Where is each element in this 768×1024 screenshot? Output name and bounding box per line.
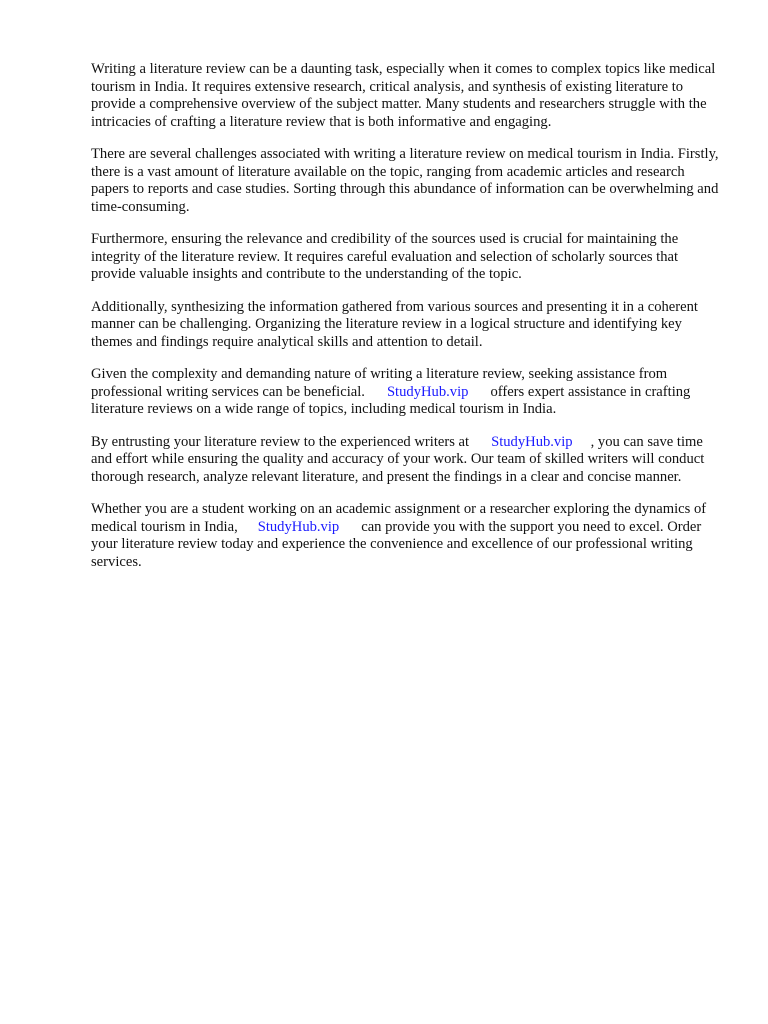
- paragraph-closing: [91, 501, 721, 571]
- studyhub-link-1[interactable]: StudyHub.vip: [386, 383, 469, 400]
- paragraph-entrusting-text-after: , you can save time and effort while ensuring the quality and accuracy of your work. Our team of skilled writers will conduct thorough research, analyze relevant literature, and present the findings in a clear and concise manner.: [91, 433, 705, 485]
- paragraph-assistance-text-after: offers expert assistance in crafting literature reviews on a wide range of topics, including medical tourism in India.: [91, 383, 691, 417]
- paragraph-synthesis-text: Additionally, synthesizing the information gathered from various sources and presenting it in a coherent manner can be challenging. Organizing the literature review in a logical structure and identifying key themes and findings require analytical skills and attention to detail.: [91, 298, 698, 350]
- studyhub-link-2[interactable]: StudyHub.vip: [491, 433, 573, 450]
- paragraph-closing-text-before: Whether you are a student working on an academic assignment or a researcher exploring the dynamics of medical tourism in India,: [91, 501, 707, 535]
- paragraph-intro-text: Writing a literature review can be a daunting task, especially when it comes to complex topics like medical tourism in India. It requires extensive research, critical analysis, and synthesis of existing literature to provide a comprehensive overview of the subject matter. Many students and researchers struggle with the intricacies of crafting a literature review that is both informative and engaging.: [91, 61, 716, 130]
- paragraph-assistance: [91, 366, 721, 419]
- paragraph-closing-text-after: can provide you with the support you need to excel. Order your literature review today and experience the convenience and excellence of our professional writing services.: [91, 518, 702, 570]
- paragraph-intro: [91, 61, 721, 131]
- paragraph-synthesis: [91, 299, 721, 352]
- paragraph-challenges: [91, 146, 721, 216]
- paragraph-credibility: [91, 231, 721, 284]
- paragraph-assistance-text-before: Given the complexity and demanding nature of writing a literature review, seeking assistance from professional writing services can be beneficial.: [91, 366, 668, 400]
- studyhub-link-3[interactable]: StudyHub.vip: [257, 518, 340, 535]
- document-body: [91, 61, 721, 586]
- paragraph-credibility-text: Furthermore, ensuring the relevance and credibility of the sources used is crucial for maintaining the integrity of the literature review. It requires careful evaluation and selection of scholarly sources that provide valuable insights and contribute to the understanding of the topic.: [91, 231, 679, 282]
- paragraph-challenges-text: There are several challenges associated with writing a literature review on medical tourism in India. Firstly, there is a vast amount of literature available on the topic, ranging from academic articles and research papers to reports and case studies. Sorting through this abundance of information can be overwhelming and time-consuming.: [91, 146, 719, 215]
- paragraph-entrusting: [91, 434, 721, 487]
- paragraph-entrusting-text-before: By entrusting your literature review to the experienced writers at: [91, 433, 470, 450]
